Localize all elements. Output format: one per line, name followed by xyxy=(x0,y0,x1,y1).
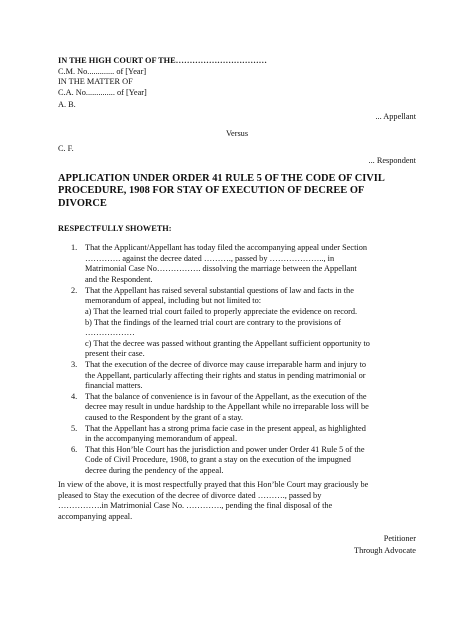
list-item xyxy=(58,360,458,392)
item-line: decree may result in undue hardship to the Appellant while no irreparable loss will be xyxy=(85,402,369,412)
item-line: decree during the pendency of the appeal. xyxy=(85,465,224,475)
list-item xyxy=(58,445,458,477)
item-line: caused to the Respondent by the grant of a stay. xyxy=(85,413,243,422)
respondent-role: ... Respondent xyxy=(368,156,416,165)
item-line: That the Appellant has raised several substantial questions of law and facts in the xyxy=(85,285,354,295)
item-line: b) That the findings of the learned trial court are contrary to the provisions of xyxy=(85,317,342,327)
item-line: financial matters. xyxy=(85,381,143,391)
item-line: the Appellant, particularly affecting their rights and status in pending matrimonial or xyxy=(85,370,366,380)
item-line: c) That the decree was passed without granting the Appellant sufficient opportunity to xyxy=(85,338,370,348)
item-line: That the Applicant/Appellant has today filed the accompanying appeal under Section xyxy=(85,243,368,252)
prayer-line: pleased to Stay the execution of the decree of divorce dated ………., passed by xyxy=(58,490,322,500)
list-item xyxy=(58,392,458,424)
item-line: memorandum of appeal, including but not limited to: xyxy=(85,296,262,306)
case-header xyxy=(58,56,438,98)
item-line: That the balance of convenience is in favour of the Appellant, as the execution of the xyxy=(85,391,367,401)
item-line: present their case. xyxy=(85,349,145,359)
item-line: Matrimonial Case No……………. dissolving the marriage between the Appellant xyxy=(85,264,357,274)
title-line-3: DIVORCE xyxy=(58,197,107,209)
list-item xyxy=(58,243,458,285)
item-line: Code of Civil Procedure, 1908, to grant a stay on the execution of the impugned xyxy=(85,455,351,465)
respondent-name: C. F. xyxy=(58,144,74,153)
advocate-label: Through Advocate xyxy=(354,546,416,555)
grounds-list xyxy=(58,243,458,477)
item-number: 6. xyxy=(71,444,78,454)
item-line: …………. against the decree dated ………., passed by ……………….., in xyxy=(85,253,335,263)
petitioner-label: Petitioner xyxy=(383,534,416,543)
item-line: a) That the learned trial court failed to properly appreciate the evidence on record. xyxy=(85,307,358,317)
ca-number: C.A. No.............. of [Year] xyxy=(58,87,147,97)
cm-number: C.M. No............. of [Year] xyxy=(58,66,147,76)
prayer-line: …………….in Matrimonial Case No. …………., pending the final disposal of the xyxy=(58,501,333,511)
prayer-line: In view of the above, it is most respectfully prayed that this Hon’ble Court may graciously be xyxy=(58,480,369,489)
item-line: and the Respondent. xyxy=(85,274,153,284)
showeth-heading: RESPECTFULLY SHOWETH: xyxy=(58,224,172,233)
item-line: That the Appellant has a strong prima facie case in the present appeal, as highlighted xyxy=(85,423,366,433)
prayer-paragraph xyxy=(58,480,458,522)
appellant-name: A. B. xyxy=(58,100,76,109)
item-number: 3. xyxy=(71,360,78,370)
item-line: That this Hon’ble Court has the jurisdiction and power under Order 41 Rule 5 of the xyxy=(85,444,365,454)
versus-label: Versus xyxy=(225,129,249,138)
matter-line: IN THE MATTER OF xyxy=(58,77,133,87)
item-number: 1. xyxy=(71,243,78,252)
item-number: 5. xyxy=(71,423,78,433)
title-line-1: APPLICATION UNDER ORDER 41 RULE 5 OF THE CODE OF CIVIL xyxy=(58,173,385,184)
item-line: That the execution of the decree of divorce may cause irreparable harm and injury to xyxy=(85,360,367,370)
appellant-role: ... Appellant xyxy=(375,112,416,121)
list-item xyxy=(58,424,458,445)
court-line: IN THE HIGH COURT OF THE…………………………… xyxy=(58,56,267,65)
prayer-line: accompanying appeal. xyxy=(58,511,133,521)
item-line: in the accompanying memorandum of appeal. xyxy=(85,434,238,444)
list-item xyxy=(58,286,458,360)
title-line-2: PROCEDURE, 1908 FOR STAY OF EXECUTION OF DECREE OF xyxy=(58,185,365,197)
item-line: ……………… xyxy=(85,328,135,338)
item-number: 2. xyxy=(71,285,78,295)
item-number: 4. xyxy=(71,391,78,401)
application-title xyxy=(58,173,438,210)
